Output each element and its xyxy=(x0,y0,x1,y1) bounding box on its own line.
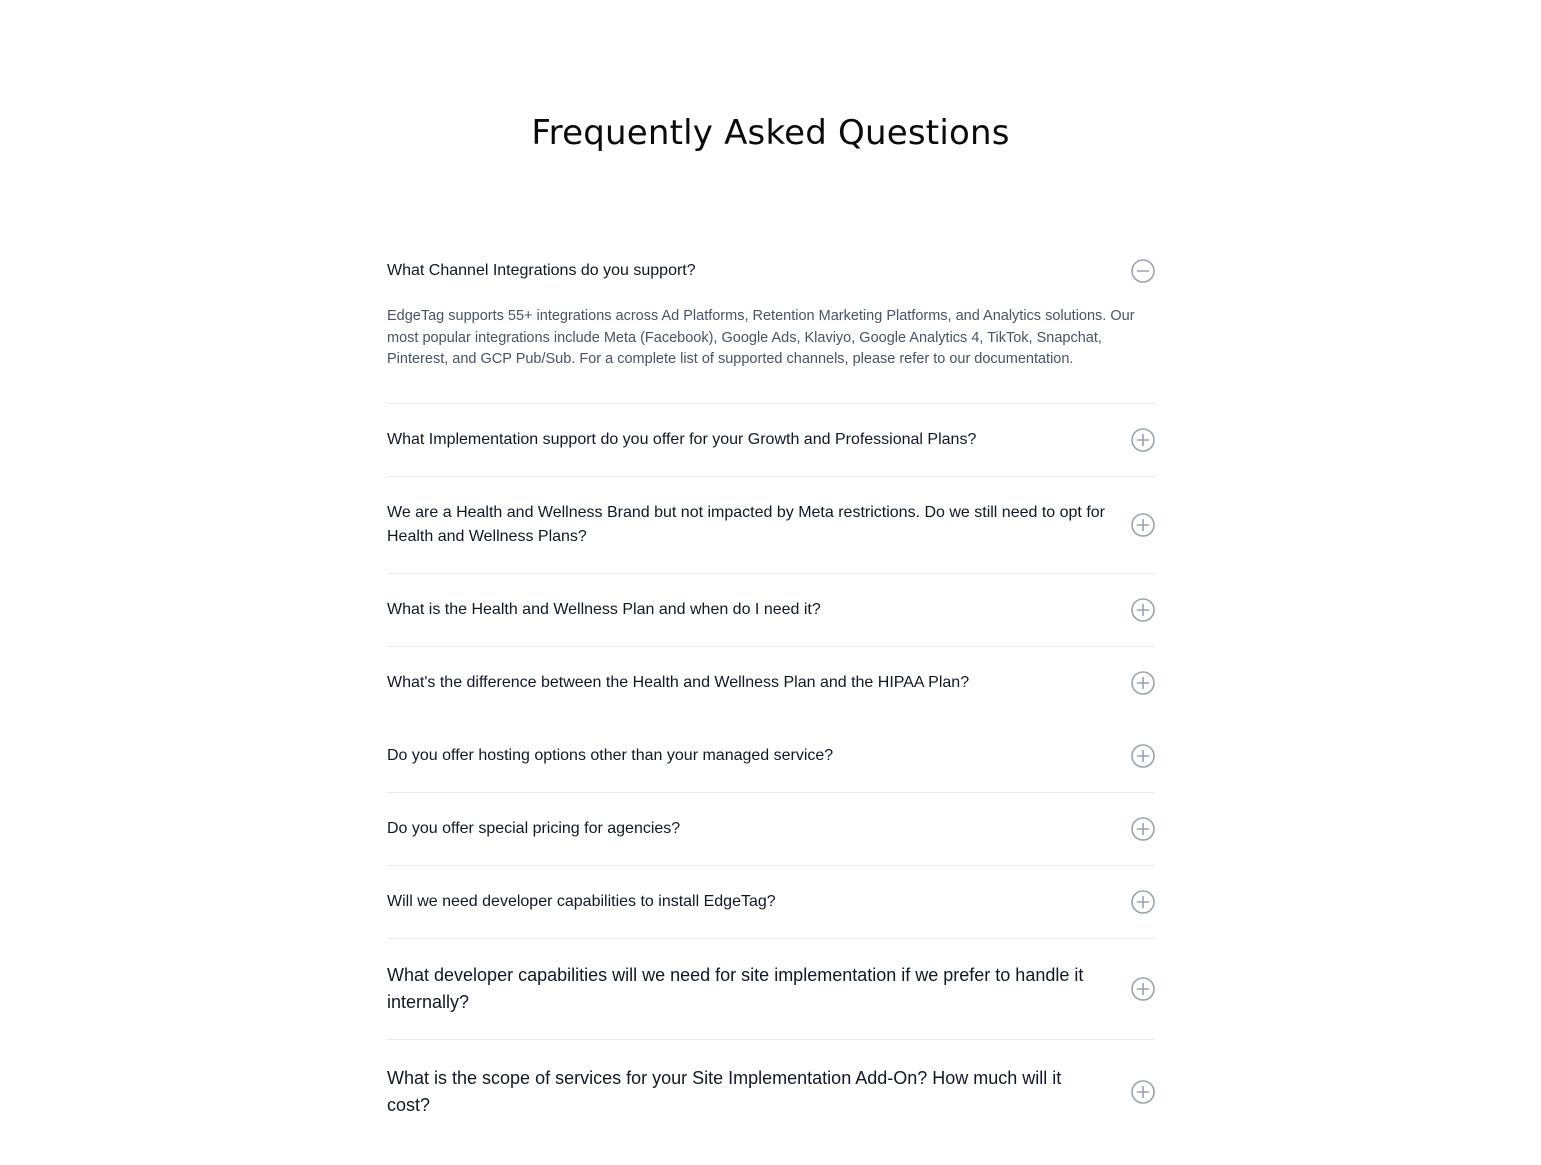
plus-circle-icon[interactable] xyxy=(1131,744,1155,768)
faq-question-toggle[interactable] xyxy=(387,720,1155,792)
faq-question-toggle[interactable] xyxy=(387,477,1155,573)
faq-question: What is the Health and Wellness Plan and when do I need it? xyxy=(387,600,821,618)
faq-item xyxy=(387,477,1155,574)
faq-question: What's the difference between the Health and Wellness Plan and the HIPAA Plan? xyxy=(387,674,970,692)
plus-circle-icon[interactable] xyxy=(1131,817,1155,841)
faq-item xyxy=(387,793,1155,866)
faq-question-toggle[interactable] xyxy=(387,793,1155,865)
plus-circle-icon[interactable] xyxy=(1131,671,1155,695)
faq-question-toggle[interactable] xyxy=(387,1040,1155,1144)
plus-circle-icon[interactable] xyxy=(1131,977,1155,1001)
faq-question-toggle[interactable] xyxy=(387,574,1155,646)
faq-answer: EdgeTag supports 55+ integrations across Ad Platforms, Retention Marketing Platforms, and Analytics solutions. Our most popular integrations include Meta (Facebook), Google Ads, Klaviyo, Google Analytics 4, TikTok, Snapchat, Pinterest, and GCP Pub/Sub. For a complete list of supported channels, please refer to our documentation. xyxy=(387,308,1135,368)
faq-question-toggle[interactable] xyxy=(387,246,1155,296)
faq-question: What developer capabilities will we need for site implementation if we prefer to handle it internally? xyxy=(387,965,1084,1012)
faq-question: Do you offer special pricing for agencies? xyxy=(387,819,681,837)
faq-item xyxy=(387,939,1155,1040)
faq-question: Will we need developer capabilities to install EdgeTag? xyxy=(387,892,776,910)
faq-item xyxy=(387,1040,1155,1144)
faq-question: What Channel Integrations do you support? xyxy=(387,262,696,279)
plus-circle-icon[interactable] xyxy=(1131,1080,1155,1104)
plus-circle-icon[interactable] xyxy=(1131,513,1155,537)
faq-item xyxy=(387,720,1155,793)
faq-question: What is the scope of services for your Site Implementation Add-On? How much will it cost? xyxy=(387,1068,1062,1115)
minus-circle-icon[interactable] xyxy=(1131,259,1155,283)
faq-question-toggle[interactable] xyxy=(387,404,1155,476)
faq-item xyxy=(387,574,1155,647)
plus-circle-icon[interactable] xyxy=(1131,428,1155,452)
faq-list xyxy=(387,246,1155,1144)
faq-item xyxy=(387,404,1155,477)
plus-circle-icon[interactable] xyxy=(1131,890,1155,914)
faq-question: What Implementation support do you offer for your Growth and Professional Plans? xyxy=(387,430,977,448)
plus-circle-icon[interactable] xyxy=(1131,598,1155,622)
faq-item xyxy=(387,246,1155,404)
faq-question-toggle[interactable] xyxy=(387,866,1155,938)
faq-question: Do you offer hosting options other than your managed service? xyxy=(387,746,834,764)
faq-question: We are a Health and Wellness Brand but not impacted by Meta restrictions. Do we still need to opt for Health and Wellness Plans? xyxy=(387,503,1105,545)
faq-question-toggle[interactable] xyxy=(387,647,1155,720)
page-title: Frequently Asked Questions xyxy=(531,113,1010,153)
faq-question-toggle[interactable] xyxy=(387,939,1155,1039)
faq-item xyxy=(387,866,1155,939)
faq-item xyxy=(387,647,1155,720)
